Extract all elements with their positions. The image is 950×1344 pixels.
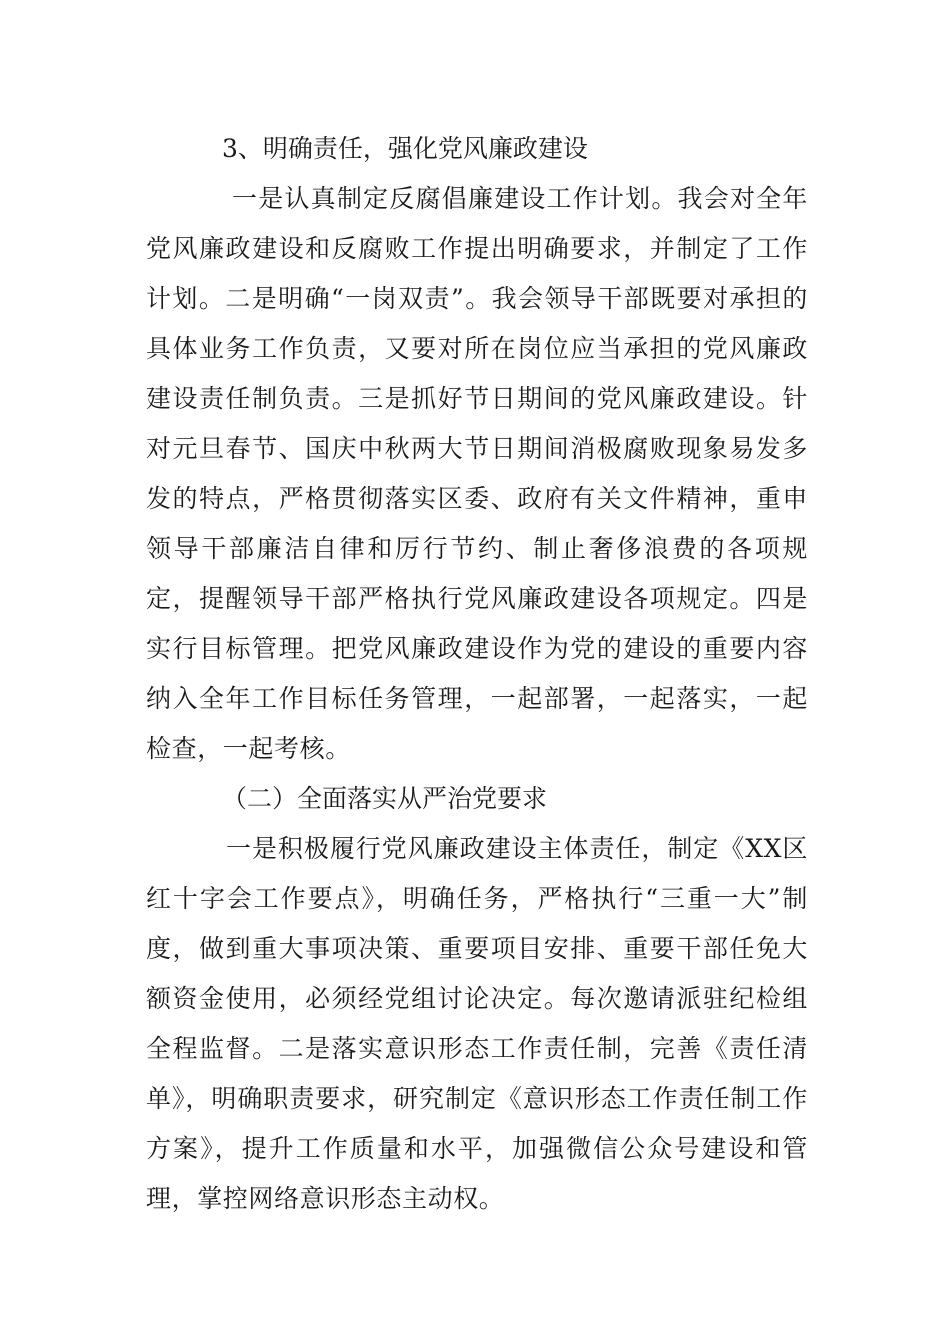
section-heading: 3、明确责任，强化党风廉政建设: [222, 134, 588, 163]
paragraph-party-discipline: 一是积极履行党风廉政建设主体责任，制定《XX区红十字会工作要点》，明确任务，严格执行“三重一大”制度，做到重大事项决策、重要项目安排、重要干部任免大额资金使用，必须经党组讨论决定。每次邀请派驻纪检组全程监督。二是落实意识形态工作责任制，完善《责任清单》，明确职责要求，研究制定《意识形态工作责任制工作方案》，提升工作质量和水平，加强微信公众号建设和管理，掌控网络意识形态主动权。: [146, 834, 808, 1213]
subsection-heading: （二）全面落实从严治党要求: [222, 784, 548, 813]
paragraph-responsibility: 一是认真制定反腐倡廉建设工作计划。我会对全年党风廉政建设和反腐败工作提出明确要求，并制定了工作计划。二是明确“一岗双责”。我会领导干部既要对承担的具体业务工作负责，又要对所在岗位应当承担的党风廉政建设责任制负责。三是抓好节日期间的党风廉政建设。针对元旦春节、国庆中秋两大节日期间消极腐败现象易发多发的特点，严格贯彻落实区委、政府有关文件精神，重申领导干部廉洁自律和厉行节约、制止奢侈浪费的各项规定，提醒领导干部严格执行党风廉政建设各项规定。四是实行目标管理。把党风廉政建设作为党的建设的重要内容纳入全年工作目标任务管理，一起部署，一起落实，一起检查，一起考核。: [146, 184, 808, 763]
